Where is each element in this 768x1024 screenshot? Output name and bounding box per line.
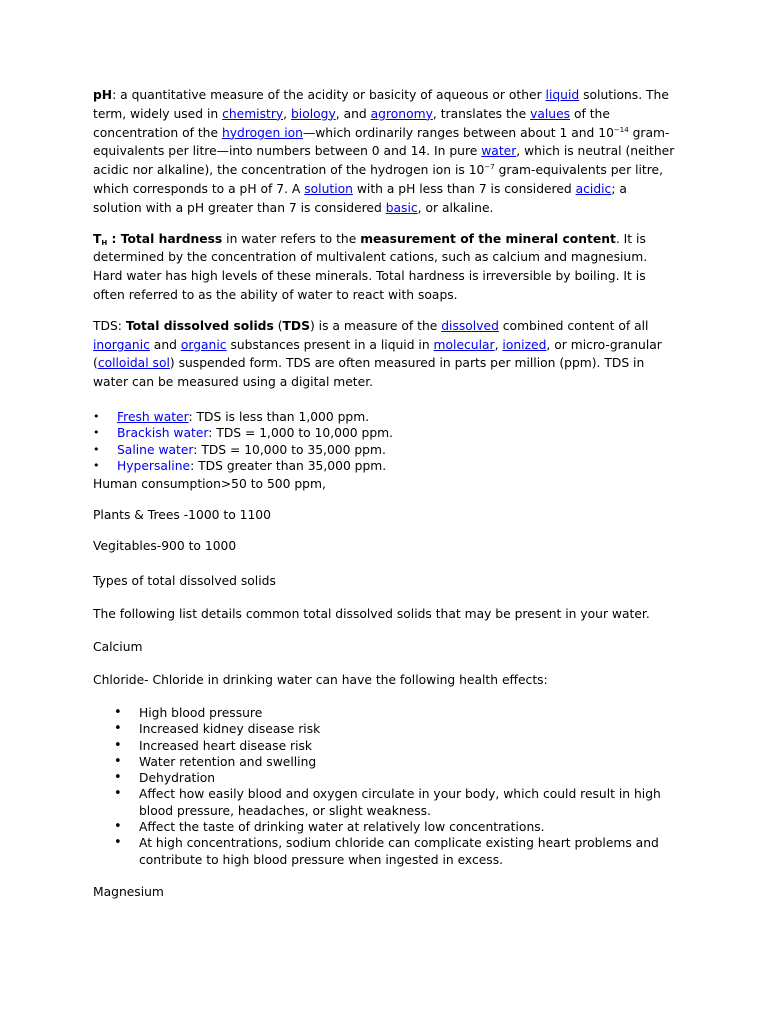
link-chemistry[interactable]: chemistry: [222, 106, 284, 121]
saline-water-label: Saline water: [117, 442, 194, 457]
brackish-water-label: Brackish water: [117, 426, 209, 441]
link-basic[interactable]: basic: [385, 200, 418, 215]
ph-text: with a pH less than 7 is considered: [352, 181, 576, 196]
list-item: • Increased kidney disease risk: [93, 721, 677, 737]
link-liquid[interactable]: liquid: [545, 88, 580, 102]
list-item: • Brackish water: TDS = 1,000 to 10,000 ppm.: [93, 425, 677, 442]
tds-paragraph: TDS: Total dissolved solids (TDS) is a measure of the dissolved combined content of all inorganic and organic substances present in a liquid in molecular, ionized, or micro-granular (colloidal sol) suspended form. TDS are often measured in parts per million (ppm). TDS in water can be measured using a digital meter.: [93, 318, 662, 390]
th-symbol: $T_H$ : Total hardness: [93, 231, 223, 247]
list-item: • Dehydration: [93, 770, 677, 786]
tds-title: Total dissolved solids: [125, 318, 274, 333]
list-item: • Hypersaline: TDS greater than 35,000 ppm.: [93, 458, 677, 475]
vegetables: Vegitables-900 to 1000: [93, 538, 237, 553]
list-item: • Water retention and swelling: [93, 754, 677, 770]
ph-text: , translates the: [432, 106, 531, 121]
human-consumption: Human consumption>50 to 500 ppm,: [93, 476, 326, 491]
ph-text: , or alkaline.: [417, 200, 494, 215]
link-molecular[interactable]: molecular: [433, 337, 495, 352]
th-text: . It is determined by the concentration of multivalent cations, such as calcium and magnesium. Hard water has high levels of these minerals. Total hardness is irreversible by boiling. It is often referred to as the ability of water to react with soaps.: [93, 231, 648, 302]
chloride-effects-list: [93, 705, 677, 868]
link-inorganic[interactable]: inorganic: [93, 337, 150, 352]
ph-text: of the concentration of the: [93, 106, 610, 140]
types-heading: Types of total dissolved solids: [93, 573, 276, 588]
link-dissolved[interactable]: dissolved: [441, 318, 499, 333]
list-item: • Saline water: TDS = 10,000 to 35,000 ppm.: [93, 442, 677, 459]
list-item: • Affect the taste of drinking water at relatively low concentrations.: [93, 819, 677, 835]
chloride-intro: Chloride- Chloride in drinking water can have the following health effects:: [93, 672, 548, 687]
exponent: −14: [613, 125, 629, 134]
list-item: • Increased heart disease risk: [93, 738, 677, 754]
magnesium-heading: Magnesium: [93, 884, 164, 899]
link-fresh-water[interactable]: Fresh water: [117, 409, 189, 424]
ph-text: gram-equivalents per litre—into numbers between 0 and 14. In pure: [93, 125, 670, 159]
ph-paragraph: [93, 86, 677, 218]
hypersaline-label: Hypersaline: [117, 459, 191, 474]
tds-abbr: TDS: [282, 318, 310, 333]
link-ionized[interactable]: ionized: [502, 337, 547, 352]
exponent: −7: [484, 163, 495, 172]
link-water[interactable]: water: [481, 144, 517, 159]
link-organic[interactable]: organic: [180, 337, 227, 352]
list-item: • Fresh water: TDS is less than 1,000 ppm.: [93, 409, 677, 426]
water-types-list: [93, 409, 677, 475]
th-text: in water refers to the: [222, 231, 361, 246]
list-intro: The following list details common total dissolved solids that may be present in your water.: [93, 606, 650, 621]
document-body: [93, 86, 677, 901]
link-values[interactable]: values: [530, 106, 571, 121]
calcium-heading: Calcium: [93, 639, 143, 654]
ph-text: ; a solution with a pH greater than 7 is considered: [93, 181, 627, 215]
list-item: • At high concentrations, sodium chloride can complicate existing heart problems and contribute to high blood pressure when ingested in excess.: [93, 835, 677, 868]
plants-trees: Plants & Trees -1000 to 1100: [93, 507, 271, 522]
link-acidic[interactable]: acidic: [575, 181, 612, 196]
ph-text: , and: [335, 106, 371, 121]
ph-text: gram-equivalents per litre, which corresponds to a pH of 7. A: [93, 163, 663, 196]
ph-text: solutions. The term, widely used in: [93, 88, 669, 121]
link-solution[interactable]: solution: [304, 181, 353, 196]
list-item: • Affect how easily blood and oxygen circulate in your body, which could result in high blood pressure, headaches, or slight weakness.: [93, 786, 677, 819]
ph-text: , which is neutral (neither acidic nor alkaline), the concentration of the hydrogen ion is 10: [93, 144, 675, 178]
link-agronomy[interactable]: agronomy: [370, 106, 433, 121]
ph-term: pH: [93, 88, 113, 102]
ph-text: ,: [283, 106, 291, 121]
ph-text: : a quantitative measure of the acidity or basicity of aqueous or other: [112, 88, 546, 102]
total-hardness-paragraph: [93, 230, 677, 305]
link-biology[interactable]: biology: [290, 106, 336, 121]
list-item: • High blood pressure: [93, 705, 677, 721]
link-hydrogen-ion[interactable]: hydrogen ion: [221, 125, 303, 140]
th-bold-phrase: measurement of the mineral content: [360, 231, 616, 246]
ph-text: —which ordinarily ranges between about 1 and 10: [302, 125, 614, 140]
link-colloidal-sol[interactable]: colloidal sol: [97, 356, 170, 371]
